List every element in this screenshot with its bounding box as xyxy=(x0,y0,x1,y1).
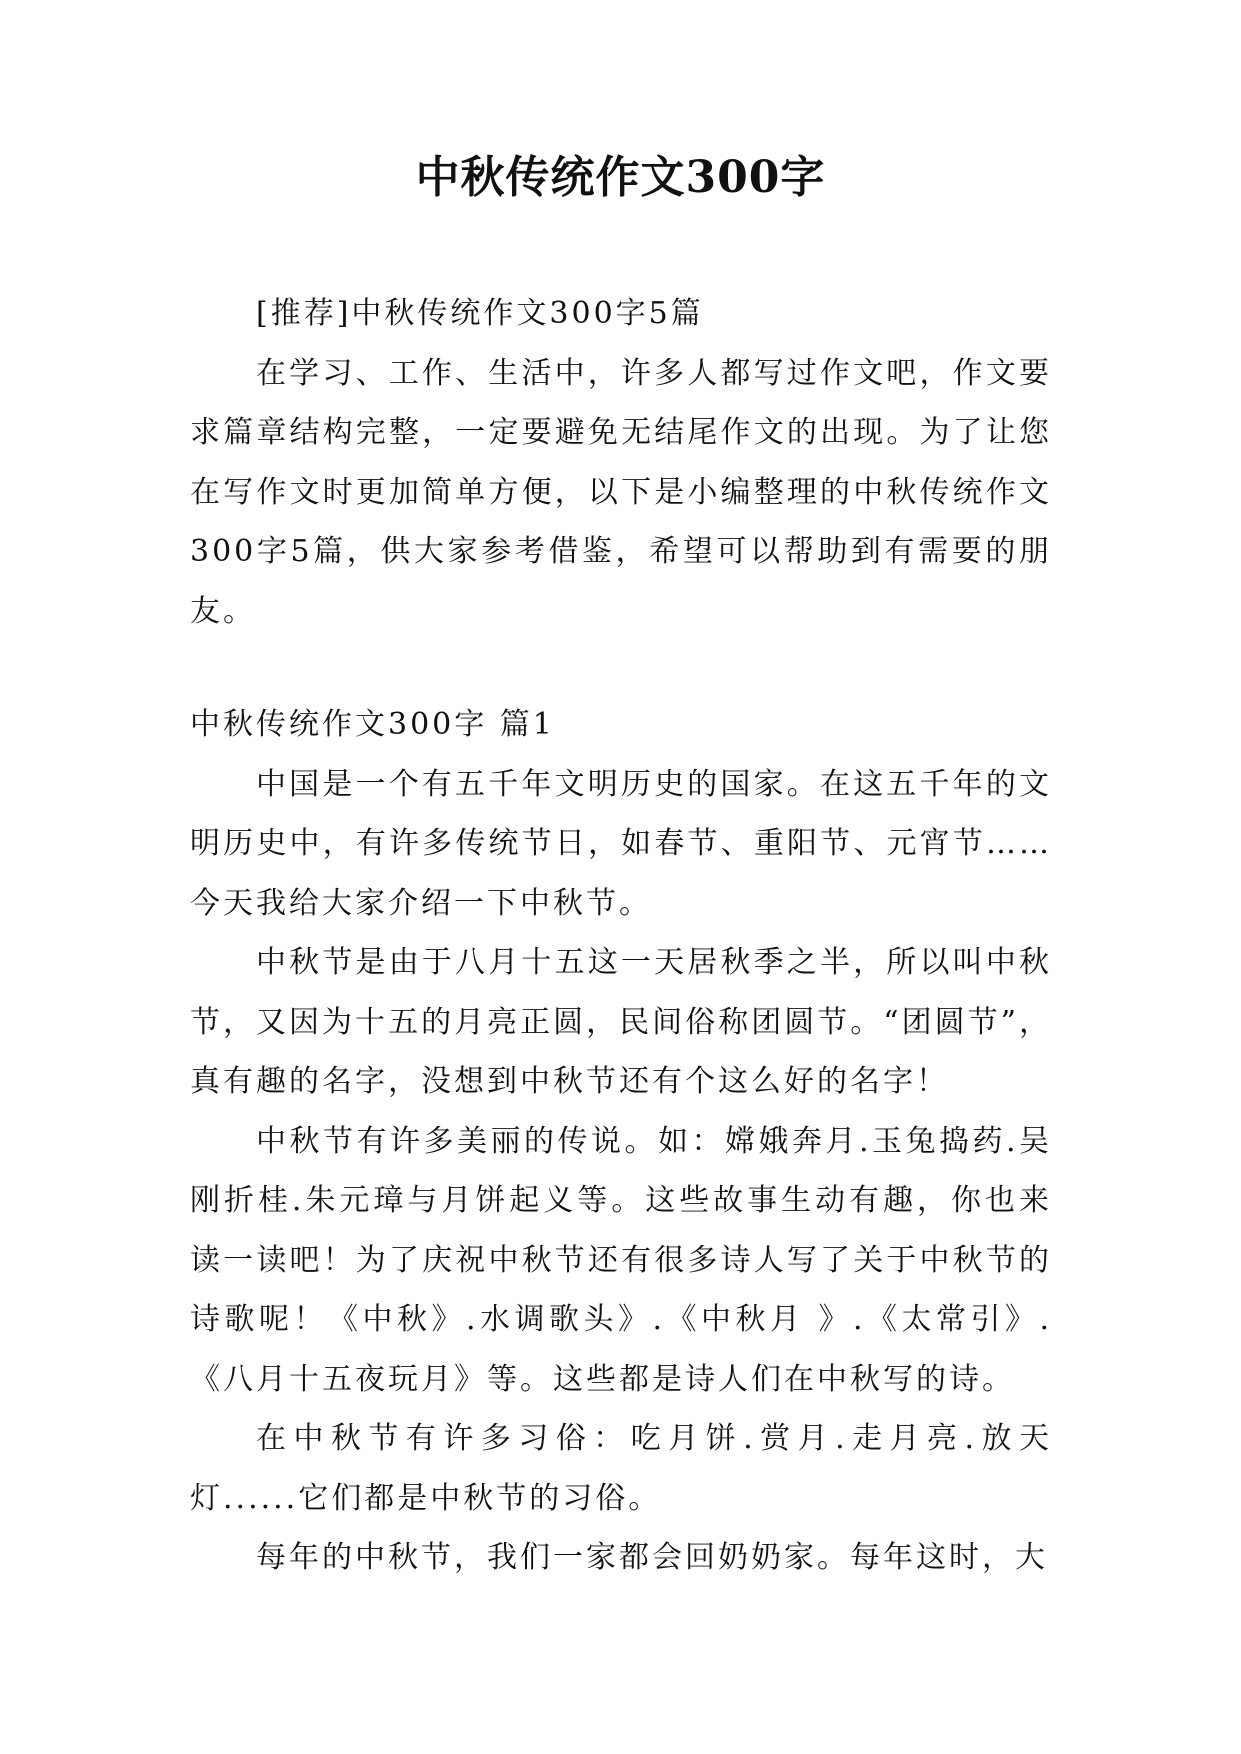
document-title: 中秋传统作文300字 xyxy=(415,152,826,203)
essay-paragraph: 中秋节有许多美丽的传说。如：嫦娥奔月.玉兔捣药.吴刚折桂.朱元璋与月饼起义等。这些故事生动有趣，你也来读一读吧！为了庆祝中秋节还有很多诗人写了关于中秋节的诗歌呢！《中秋》.水调歌头》.《中秋月 》.《太常引》.《八月十五夜玩月》等。这些都是诗人们在中秋写的诗。 xyxy=(190,1123,1052,1397)
section-spacer xyxy=(190,641,1052,695)
section-heading: 中秋传统作文300字 篇1 xyxy=(190,707,555,742)
intro-paragraph: 在学习、工作、生活中，许多人都写过作文吧，作文要求篇章结构完整，一定要避免无结尾作文的出现。为了让您在写作文时更加简单方便，以下是小编整理的中秋传统作文300字5篇，供大家参考借鉴，希望可以帮助到有需要的朋友。 xyxy=(190,355,1052,629)
essay-paragraph: 在中秋节有许多习俗：吃月饼.赏月.走月亮.放天灯......它们都是中秋节的习俗。 xyxy=(190,1421,1052,1516)
document-body xyxy=(190,284,1052,1588)
essay-paragraph: 每年的中秋节，我们一家都会回奶奶家。每年这时，大 xyxy=(256,1540,1048,1575)
essay-paragraph: 中国是一个有五千年文明历史的国家。在这五千年的文明历史中，有许多传统节日，如春节、重阳节、元宵节……今天我给大家介绍一下中秋节。 xyxy=(190,766,1052,921)
essay-paragraph: 中秋节是由于八月十五这一天居秋季之半，所以叫中秋节，又因为十五的月亮正圆，民间俗称团圆节。“团圆节”，真有趣的名字，没想到中秋节还有个这么好的名字！ xyxy=(190,945,1052,1099)
document-subtitle: [推荐]中秋传统作文300字5篇 xyxy=(256,296,704,331)
